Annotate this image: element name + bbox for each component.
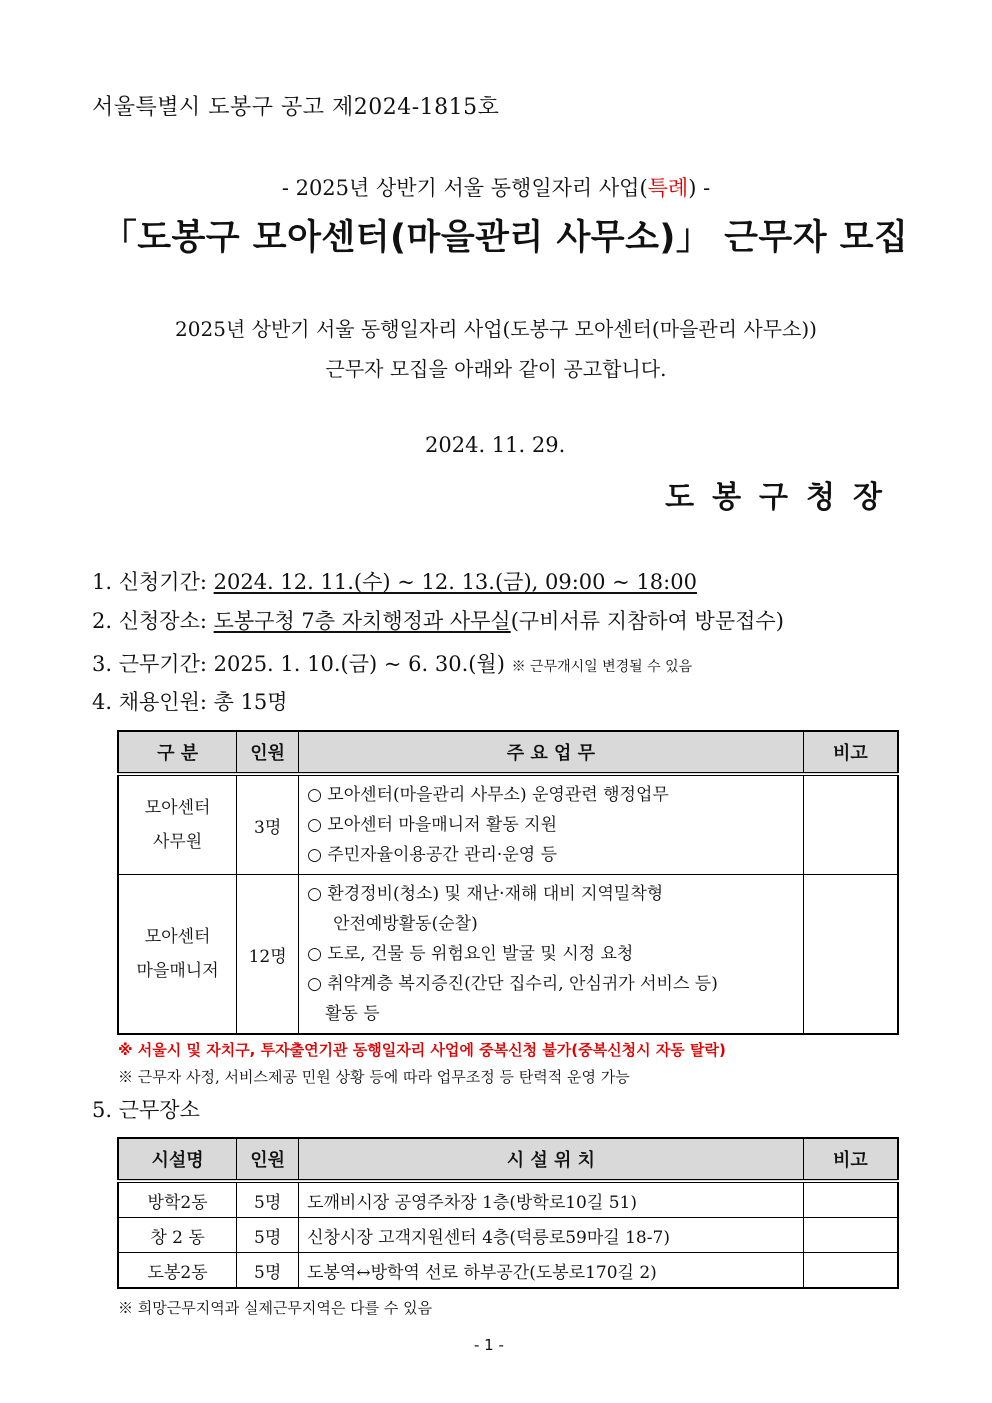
table-row	[118, 1218, 898, 1253]
address-cell: 도봉역↔방학역 선로 하부공간(도봉로170길 2)	[299, 1253, 804, 1289]
remark-cell	[803, 1253, 898, 1289]
col-header-count: 인원	[237, 731, 299, 774]
item-label: 1. 신청기간:	[92, 570, 214, 594]
facility-cell: 도봉2동	[118, 1253, 237, 1289]
duties-cell	[299, 875, 804, 1035]
item-note: ※ 근무개시일 변경될 수 있음	[511, 659, 693, 675]
item-value: 2025. 1. 10.(금) ~ 6. 30.(월)	[213, 652, 512, 676]
duty-item: ○ 주민자율이용공간 관리·운영 등	[307, 845, 557, 865]
table-row	[118, 1181, 898, 1218]
item-work-period	[92, 648, 692, 678]
remark-cell	[803, 875, 898, 1035]
col-header-facility: 시설명	[118, 1138, 237, 1181]
table-header-row	[118, 731, 898, 774]
category-cell	[118, 875, 237, 1035]
duty-item-continued: 안전예방활동(순찰)	[333, 914, 478, 934]
count-cell: 3명	[237, 774, 299, 875]
col-header-remark: 비고	[803, 1138, 898, 1181]
recruit-table	[117, 730, 899, 1035]
subtitle-suffix: ) -	[688, 176, 711, 200]
table-row	[118, 1253, 898, 1289]
count-cell: 5명	[237, 1181, 299, 1218]
count-cell: 5명	[237, 1218, 299, 1253]
facility-cell: 방학2동	[118, 1181, 237, 1218]
category-line: 모아센터	[144, 798, 211, 818]
item-value: 총 15명	[213, 690, 288, 714]
item-application-place	[92, 605, 784, 635]
duty-item-continued: 활동 등	[325, 1004, 380, 1024]
table-header-row	[118, 1138, 898, 1181]
subtitle-highlight: 특례	[647, 176, 689, 200]
duty-item: ○ 모아센터 마을매니저 활동 지원	[307, 815, 557, 835]
category-line: 모아센터	[144, 927, 211, 947]
category-line: 사무원	[152, 832, 203, 852]
table-row	[118, 774, 898, 875]
duty-item: ○ 도로, 건물 등 위험요인 발굴 및 시정 요청	[307, 944, 634, 964]
duties-cell	[299, 774, 804, 875]
subtitle	[0, 172, 992, 202]
item-value: 도봉구청 7층 자치행정과 사무실	[213, 609, 511, 633]
col-header-address: 시 설 위 치	[299, 1138, 804, 1181]
item-value: 2024. 12. 11.(수) ~ 12. 13.(금), 09:00 ~ 18:00	[213, 570, 697, 594]
facility-cell: 창 2 동	[118, 1218, 237, 1253]
location-note: ※ 희망근무지역과 실제근무지역은 다를 수 있음	[118, 1299, 433, 1317]
item-headcount	[92, 686, 288, 716]
intro-line-2: 근무자 모집을 아래와 같이 공고합니다.	[325, 357, 667, 381]
notice-number: 서울특별시 도봉구 공고 제2024-1815호	[92, 95, 500, 120]
col-header-duties: 주 요 업 무	[299, 731, 804, 774]
col-header-remark: 비고	[803, 731, 898, 774]
category-cell	[118, 774, 237, 875]
duty-item: ○ 모아센터(마을관리 사무소) 운영관련 행정업무	[307, 785, 669, 805]
location-table	[117, 1137, 899, 1289]
subtitle-prefix: - 2025년 상반기 서울 동행일자리 사업(	[281, 176, 648, 200]
notice-date: 2024. 11. 29.	[425, 433, 566, 457]
remark-cell	[803, 1181, 898, 1218]
signer: 도봉구청장	[665, 480, 900, 515]
table-row	[118, 875, 898, 1035]
flexible-note: ※ 근무자 사정, 서비스제공 민원 상황 등에 따라 업무조정 등 탄력적 운영 가능	[118, 1068, 630, 1086]
col-header-category: 구 분	[118, 731, 237, 774]
address-cell: 신창시장 고객지원센터 4층(덕릉로59마길 18-7)	[299, 1218, 804, 1253]
item-label: 3. 근무기간:	[92, 652, 214, 676]
duplicate-warning: ※ 서울시 및 자치구, 투자출연기관 동행일자리 사업에 중복신청 불가(중복신청시 자동 탈락)	[118, 1041, 726, 1059]
item-application-period	[92, 566, 697, 596]
col-header-count: 인원	[237, 1138, 299, 1181]
item-suffix: (구비서류 지참하여 방문접수)	[510, 609, 784, 633]
duty-item: ○ 취약계층 복지증진(간단 집수리, 안심귀가 서비스 등)	[307, 974, 718, 994]
page-title: 「도봉구 모아센터(마을관리 사무소)」 근무자 모집	[101, 218, 909, 258]
count-cell: 12명	[237, 875, 299, 1035]
address-cell: 도깨비시장 공영주차장 1층(방학로10길 51)	[299, 1181, 804, 1218]
item-label: 4. 채용인원:	[92, 690, 214, 714]
count-cell: 5명	[237, 1253, 299, 1289]
duty-item: ○ 환경정비(청소) 및 재난·재해 대비 지역밀착형	[307, 884, 664, 904]
category-line: 마을매니저	[136, 961, 219, 981]
remark-cell	[803, 774, 898, 875]
intro-line-1: 2025년 상반기 서울 동행일자리 사업(도봉구 모아센터(마을관리 사무소))	[175, 317, 817, 341]
item-work-location: 5. 근무장소	[92, 1098, 200, 1122]
remark-cell	[803, 1218, 898, 1253]
item-label: 2. 신청장소:	[92, 609, 214, 633]
page-number: - 1 -	[474, 1336, 504, 1354]
